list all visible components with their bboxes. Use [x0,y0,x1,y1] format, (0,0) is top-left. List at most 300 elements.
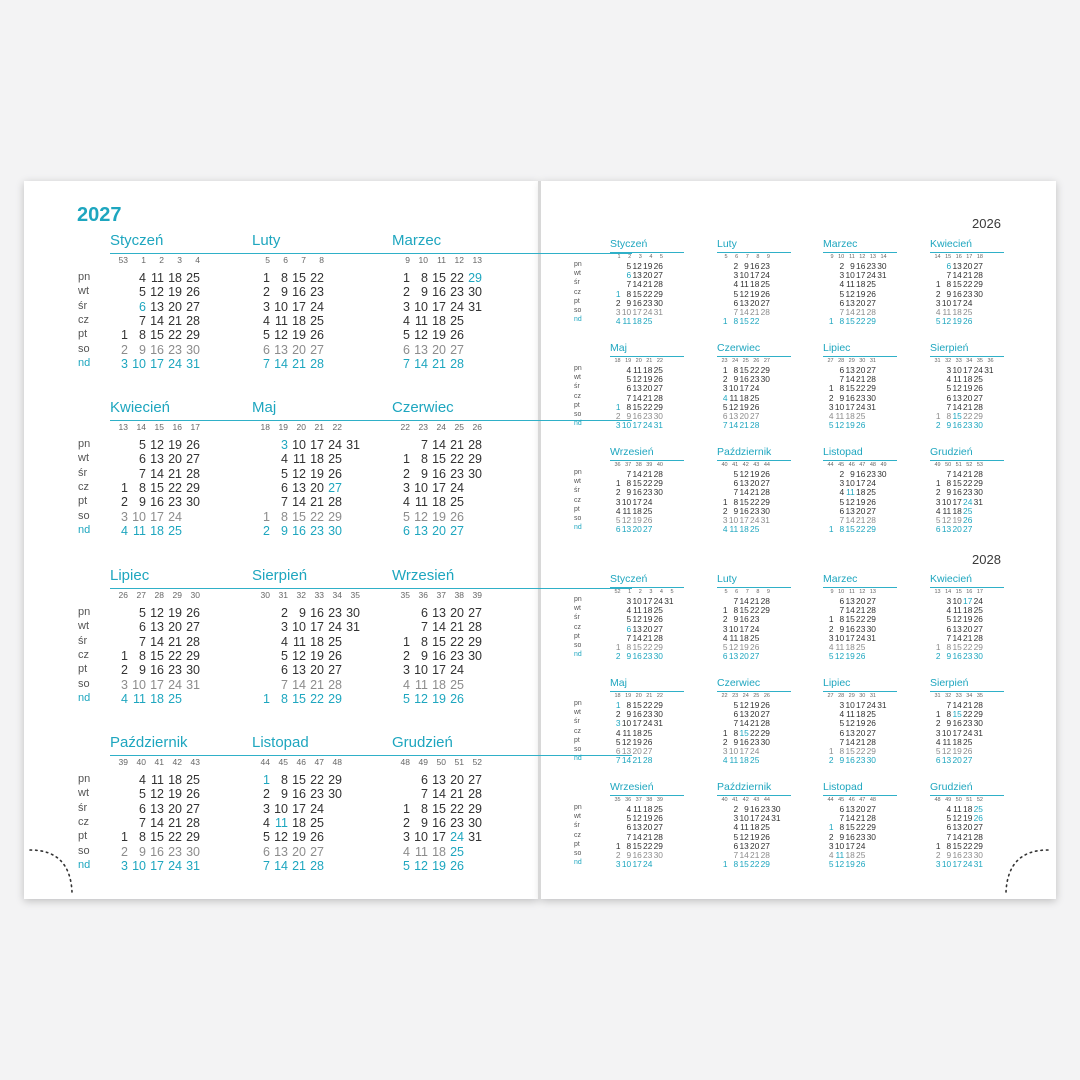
month-2028-11 [930,781,1002,870]
day-row [823,316,887,326]
day-cell: 19 [952,316,962,327]
day-cell: 16 [845,623,855,634]
day-cell: 11 [729,632,739,643]
day-cell: 20 [856,297,866,308]
week-number: 9 [405,255,410,265]
day-cell: 16 [632,709,642,720]
day-cell: 31 [877,270,887,281]
day-cell: 26 [760,831,770,842]
day-cell: 23 [643,709,653,720]
month-name: Styczeń [610,573,648,585]
day-cell: 27 [186,620,200,635]
day-cell: 12 [952,383,962,394]
day-cell: 21 [856,813,866,824]
day-cell: 15 [150,830,164,845]
month-name: Grudzień [930,446,973,458]
week-number: 38 [646,796,653,803]
day-cell: 5 [403,858,410,873]
week-number: 38 [454,590,464,600]
day-cell: 7 [839,307,845,317]
day-cell: 9 [946,651,952,662]
day-cell: 14 [632,392,642,403]
day-cell: 15 [952,642,962,652]
day-cell: 24 [328,620,342,635]
week-numbers [930,797,983,803]
day-cell: 23 [450,466,464,481]
day-cell: 20 [632,746,642,756]
day-cell: 24 [856,840,866,851]
day-row [110,481,200,495]
day-cell: 31 [653,307,663,317]
day-cell: 9 [733,374,739,385]
day-cell: 14 [845,605,855,616]
day-cell: 26 [866,288,876,299]
day-cell: 21 [750,487,760,498]
day-cell: 3 [935,727,941,738]
day-cell: 15 [845,524,855,535]
month-2028-2 [823,573,895,662]
day-cell: 6 [626,270,632,281]
day-cell: 23 [643,487,653,498]
day-cell: 22 [168,830,182,845]
day-cell: 28 [468,620,482,635]
week-numbers [110,255,200,265]
day-cell: 8 [733,316,739,327]
day-cell: 10 [728,623,739,634]
day-cell: 22 [310,773,324,787]
day-cell: 27 [750,651,760,662]
day-cell: 18 [150,691,164,706]
day-cell: 29 [653,642,663,652]
day-cell: 24 [450,830,464,845]
day-cell: 26 [653,374,663,385]
day-row [110,495,200,509]
week-number: 52 [614,588,621,595]
day-cell: 4 [615,505,621,516]
day-row [252,452,360,466]
day-label: wt [574,374,581,382]
week-number: 40 [721,796,728,803]
week-number: 39 [646,461,653,468]
day-cell: 18 [739,632,749,643]
day-cell: 3 [733,813,739,824]
day-cell: 8 [946,279,952,290]
day-cell: 3 [403,830,410,845]
day-cell: 22 [450,634,464,649]
day-cell: 5 [263,830,270,845]
day-cell: 20 [168,620,182,635]
day-cell: 5 [839,288,845,299]
day-cell: 29 [328,773,342,787]
day-cell: 24 [168,858,182,873]
day-cell: 2 [722,505,728,516]
day-cell: 4 [946,374,952,385]
day-cell: 8 [733,496,739,507]
day-row [392,271,482,285]
day-cell: 6 [733,297,739,308]
day-row [392,481,482,495]
day-cell: 19 [750,831,760,842]
day-cell: 23 [750,614,760,625]
day-cell: 7 [139,313,146,328]
week-number: 31 [934,692,941,699]
day-cell: 8 [421,271,428,285]
day-cell: 27 [760,297,770,308]
day-cell: 12 [941,515,952,525]
day-cell: 12 [834,420,845,431]
day-cell: 19 [643,261,653,271]
day-cell: 7 [946,831,952,842]
day-row [252,300,324,314]
day-cell: 12 [150,438,164,452]
day-cell: 18 [739,392,749,403]
day-cell: 18 [856,487,866,498]
day-cell: 29 [760,496,770,507]
day-cell: 4 [733,822,739,833]
day-cell: 13 [432,606,446,620]
month-2026-10 [823,446,895,535]
day-cell: 30 [973,288,983,299]
day-cell: 13 [414,342,428,357]
day-cell: 31 [771,813,781,824]
day-label: pn [574,469,582,476]
day-label: pt [574,505,580,513]
day-cell: 17 [632,307,642,317]
week-number: 27 [827,692,834,699]
day-cell: 26 [450,328,464,343]
week-number: 2 [159,255,164,265]
day-cell: 2 [615,651,621,662]
day-cell: 15 [150,480,164,495]
day-cell: 1 [828,316,834,327]
week-number: 1 [141,255,146,265]
day-cell: 6 [946,392,952,403]
day-cell: 23 [168,844,182,859]
day-label: pt [78,663,88,676]
day-cell: 10 [845,478,855,489]
day-cell: 5 [935,746,941,756]
day-cell: 16 [845,831,855,842]
day-cell: 23 [310,285,324,300]
day-row [252,663,360,677]
week-number: 49 [934,461,941,468]
day-cell: 6 [946,822,952,833]
month-name: Czerwiec [392,399,454,416]
month-name: Sierpień [930,677,969,689]
day-cell: 18 [952,307,962,317]
day-row [252,271,324,285]
day-label: pt [78,495,88,508]
day-cell: 17 [856,700,866,710]
day-cell: 6 [615,746,621,756]
day-cell: 15 [632,700,642,710]
day-label: wt [574,813,581,821]
week-number: 44 [260,757,270,767]
day-cell: 22 [963,642,973,652]
day-cell: 20 [292,342,306,357]
day-cell: 27 [653,822,663,833]
day-cell: 24 [643,496,653,507]
day-cell: 25 [450,677,464,692]
week-number: 21 [646,357,653,364]
day-cell: 9 [839,392,845,403]
day-cell: 7 [139,815,146,830]
day-cell: 7 [733,596,739,606]
day-cell: 27 [186,452,200,467]
day-cell: 8 [281,271,288,285]
week-number: 28 [154,590,164,600]
day-cell: 21 [963,700,973,710]
week-numbers [392,255,482,265]
day-cell: 19 [845,859,855,870]
week-numbers [823,358,876,364]
week-number: 44 [763,796,770,803]
day-cell: 22 [643,700,653,710]
week-number: 9 [830,253,834,260]
day-cell: 13 [739,840,749,851]
day-cell: 22 [643,642,653,652]
day-cell: 19 [963,383,973,394]
week-number: 14 [880,253,887,260]
week-number: 20 [296,422,306,432]
day-cell: 23 [856,623,866,634]
day-label: pn [574,365,582,372]
day-row [717,524,770,534]
day-cell: 21 [432,356,446,371]
day-cell: 19 [643,614,653,625]
day-cell: 2 [722,374,728,385]
day-cell: 20 [168,801,182,816]
day-cell: 29 [186,328,200,343]
week-numbers [110,757,200,767]
month-2028-3 [930,573,1002,662]
day-cell: 25 [450,495,464,510]
day-cell: 31 [653,420,663,431]
day-cell: 4 [828,411,834,421]
week-numbers [823,797,876,803]
day-cell: 1 [722,727,728,738]
day-label: pn [574,804,582,811]
day-cell: 3 [615,859,621,870]
day-cell: 20 [310,663,324,678]
day-cell: 4 [139,271,146,285]
week-number: 30 [260,590,270,600]
day-cell: 18 [952,736,962,747]
day-label: cz [78,313,89,326]
day-cell: 4 [839,487,845,498]
day-cell: 28 [653,279,663,290]
week-number: 41 [732,796,739,803]
day-cell: 27 [973,822,983,833]
day-cell: 1 [403,271,410,285]
week-number: 36 [987,357,994,364]
day-cell: 29 [653,840,663,851]
day-cell: 4 [722,632,728,643]
week-number: 15 [955,588,962,595]
year-2027-title: 2027 [77,204,122,226]
day-cell: 24 [310,801,324,816]
day-cell: 20 [450,606,464,620]
day-cell: 5 [946,813,952,824]
day-cell: 27 [760,840,770,851]
day-cell: 16 [952,718,962,729]
day-cell: 19 [168,285,182,300]
day-cell: 6 [946,623,952,634]
day-cell: 3 [626,596,632,606]
week-number: 24 [742,692,749,699]
day-cell: 29 [973,411,983,421]
day-cell: 24 [963,727,973,738]
day-cell: 22 [963,840,973,851]
day-label: wt [574,478,581,486]
day-row [252,510,360,524]
day-cell: 29 [653,478,663,489]
day-cell: 5 [828,859,834,870]
month-2026-3 [930,238,1002,327]
month-2028-6 [823,677,895,766]
day-cell: 22 [643,401,653,412]
day-cell: 15 [952,411,962,421]
day-cell: 3 [722,515,728,525]
month-name: Listopad [252,734,309,751]
day-cell: 22 [963,279,973,290]
week-number: 48 [332,757,342,767]
day-cell: 27 [750,411,760,421]
week-number: 40 [136,757,146,767]
day-cell: 2 [263,285,270,300]
month-2028-7 [930,677,1002,766]
month-2028-0 [610,573,682,662]
day-cell: 4 [828,642,834,652]
week-number: 27 [763,357,770,364]
day-cell: 10 [728,515,739,525]
day-cell: 5 [733,288,739,299]
day-cell: 17 [856,478,866,489]
day-cell: 13 [632,383,642,394]
week-number: 24 [436,422,446,432]
day-cell: 20 [643,822,653,833]
week-number: 37 [625,461,632,468]
week-numbers [252,757,342,767]
day-cell: 7 [263,858,270,873]
day-cell: 14 [952,831,962,842]
week-number: 27 [827,357,834,364]
day-cell: 7 [946,632,952,643]
day-cell: 14 [845,736,855,747]
day-row [110,300,200,314]
week-number: 33 [955,357,962,364]
day-cell: 8 [733,727,739,738]
week-number: 34 [332,590,342,600]
day-cell: 7 [421,620,428,635]
day-cell: 18 [963,804,973,814]
week-number: 15 [945,253,952,260]
day-cell: 1 [263,773,270,787]
day-cell: 24 [866,270,876,281]
week-number: 13 [472,255,482,265]
day-cell: 17 [432,480,446,495]
day-cell: 1 [403,634,410,649]
day-cell: 5 [626,261,632,271]
day-row [610,316,663,326]
month-name: Kwiecień [930,238,973,250]
day-cell: 7 [946,270,952,281]
week-number: 50 [955,796,962,803]
week-number: 25 [753,692,760,699]
day-cell: 20 [310,480,324,495]
day-cell: 27 [866,297,876,308]
day-cell: 24 [328,438,342,452]
week-numbers [930,462,983,468]
week-numbers [823,254,887,260]
week-number: 47 [859,461,866,468]
day-cell: 11 [953,605,962,616]
day-cell: 2 [839,469,845,479]
day-row [252,481,360,495]
day-cell: 27 [310,342,324,357]
day-cell: 24 [760,270,770,281]
day-cell: 31 [664,596,674,606]
day-cell: 7 [626,632,632,643]
day-cell: 21 [643,392,653,403]
week-number: 5 [724,253,728,260]
day-label: so [78,509,90,522]
day-cell: 3 [403,480,410,495]
day-cell: 31 [653,718,663,729]
day-cell: 14 [952,632,962,643]
month-name: Lipiec [823,342,851,354]
day-cell: 15 [739,496,749,507]
day-cell: 19 [845,420,855,431]
week-number: 35 [350,590,360,600]
week-number: 1 [628,588,632,595]
week-number: 18 [614,692,621,699]
day-cell: 22 [750,605,760,616]
day-cell: 14 [274,356,288,371]
day-cell: 8 [626,288,632,299]
day-cell: 6 [733,840,739,851]
week-number: 41 [732,461,739,468]
month-2028-4 [610,677,682,766]
day-cell: 15 [432,452,446,467]
week-number: 16 [966,588,973,595]
day-cell: 27 [973,392,983,403]
day-cell: 10 [834,840,845,851]
week-number: 18 [976,253,983,260]
week-number: 27 [136,590,146,600]
day-cell: 19 [952,515,962,525]
day-cell: 16 [845,392,855,403]
day-cell: 3 [935,297,941,308]
day-cell: 12 [845,718,855,729]
day-cell: 17 [150,509,164,524]
day-cell: 18 [632,505,642,516]
week-number: 52 [966,461,973,468]
day-cell: 15 [739,365,749,375]
day-cell: 28 [328,677,342,692]
day-label: pt [574,840,580,848]
day-cell: 26 [973,813,983,824]
day-cell: 1 [935,478,941,489]
week-number: 39 [118,757,128,767]
day-cell: 17 [310,620,324,635]
day-label: nd [78,523,91,536]
week-number: 13 [869,253,876,260]
day-cell: 11 [133,523,146,538]
month-underline [392,253,632,254]
day-cell: 3 [615,307,621,317]
day-cell: 5 [139,285,146,300]
